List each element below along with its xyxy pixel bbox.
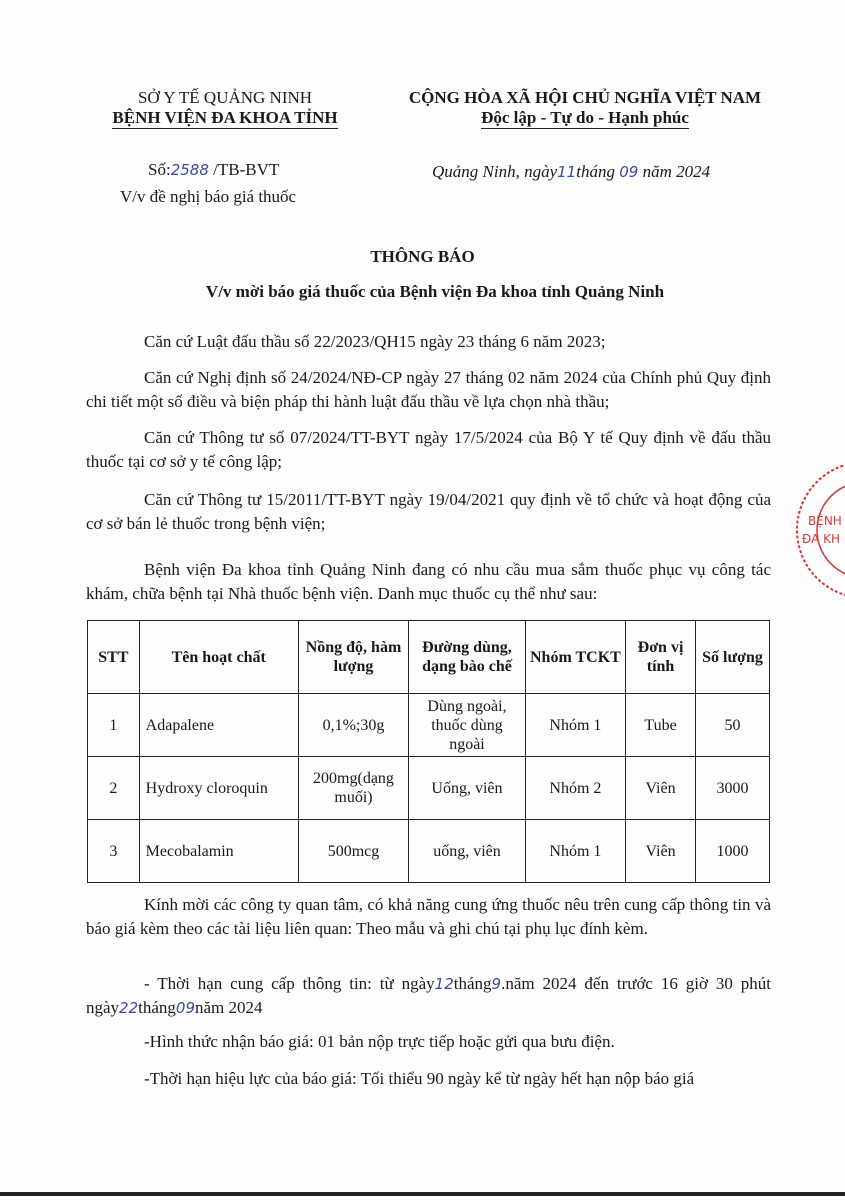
handwritten-number: 2588: [170, 161, 209, 179]
hospital-stamp: [770, 455, 845, 605]
table-header-row: STT Tên hoạt chất Nồng độ, hàm lượng Đường dùng, dạng bào chế Nhóm TCKT Đơn vị tính Số lượng: [88, 621, 770, 694]
scan-edge: [0, 1192, 845, 1196]
motto: Độc lập - Tự do - Hạnh phúc: [481, 108, 689, 127]
issuer-hospital: BỆNH VIỆN ĐA KHOA TỈNH: [112, 108, 338, 127]
table-row: 2 Hydroxy cloroquin 200mg(dạng muối) Uống, viên Nhóm 2 Viên 3000: [88, 757, 770, 820]
country-name: CỘNG HÒA XÃ HỘI CHỦ NGHĨA VIỆT NAM: [408, 88, 762, 107]
table-row: 3 Mecobalamin 500mcg uống, viên Nhóm 1 Viên 1000: [88, 820, 770, 883]
document-title: THÔNG BÁO: [370, 247, 475, 266]
document-date: Quảng Ninh, ngày11tháng 09 năm 2024: [432, 162, 711, 181]
document-subject: V/v đề nghị báo giá thuốc: [120, 187, 297, 206]
svg-text:BỆNH: BỆNH: [808, 514, 842, 528]
document-subtitle: V/v mời báo giá thuốc của Bệnh viện Đa khoa tỉnh Quảng Ninh: [205, 282, 665, 301]
paragraph: Căn cứ Thông tư số 07/2024/TT-BYT ngày 17/5/2024 của Bộ Y tế Quy định về đấu thầu thuốc tại cơ sở y tế công lập;: [86, 428, 771, 471]
document-number: Số:2588 /TB-BVT: [148, 160, 280, 179]
svg-text:ĐA KH: ĐA KH: [802, 532, 841, 546]
paragraph: Căn cứ Thông tư 15/2011/TT-BYT ngày 19/04/2021 quy định về tổ chức và hoạt động của cơ sở bán lẻ thuốc trong bệnh viện;: [86, 490, 771, 533]
issuer-block: [90, 88, 360, 129]
paragraph: Căn cứ Nghị định số 24/2024/NĐ-CP ngày 27 tháng 02 năm 2024 của Chính phủ Quy định chi tiết một số điều và biện pháp thi hành luật đấu thầu về lựa chọn nhà thầu;: [86, 368, 771, 411]
drug-list-table: [87, 620, 770, 883]
paragraph: Bệnh viện Đa khoa tỉnh Quảng Ninh đang có nhu cầu mua sắm thuốc phục vụ công tác khám, chữa bệnh tại Nhà thuốc bệnh viện. Danh mục thuốc cụ thể như sau:: [86, 560, 771, 603]
quote-validity: -Thời hạn hiệu lực của báo giá: Tối thiểu 90 ngày kể từ ngày hết hạn nộp báo giá: [144, 1069, 695, 1088]
issuer-department: SỞ Y TẾ QUẢNG NINH: [137, 88, 313, 107]
deadline-paragraph: - Thời hạn cung cấp thông tin: từ ngày12tháng9.năm 2024 đến trước 16 giờ 30 phút ngày22tháng09năm 2024: [86, 974, 771, 1017]
national-header: [380, 88, 790, 129]
paragraph: Căn cứ Luật đấu thầu số 22/2023/QH15 ngày 23 tháng 6 năm 2023;: [144, 332, 606, 351]
submission-method: -Hình thức nhận báo giá: 01 bản nộp trực tiếp hoặc gửi qua bưu điện.: [144, 1032, 615, 1051]
invitation-paragraph: Kính mời các công ty quan tâm, có khả năng cung ứng thuốc nêu trên cung cấp thông tin và báo giá kèm theo các tài liệu liên quan: Theo mẫu và ghi chú tại phụ lục đính kèm.: [86, 895, 771, 938]
table-row: 1 Adapalene 0,1%;30g Dùng ngoài, thuốc dùng ngoài Nhóm 1 Tube 50: [88, 694, 770, 757]
